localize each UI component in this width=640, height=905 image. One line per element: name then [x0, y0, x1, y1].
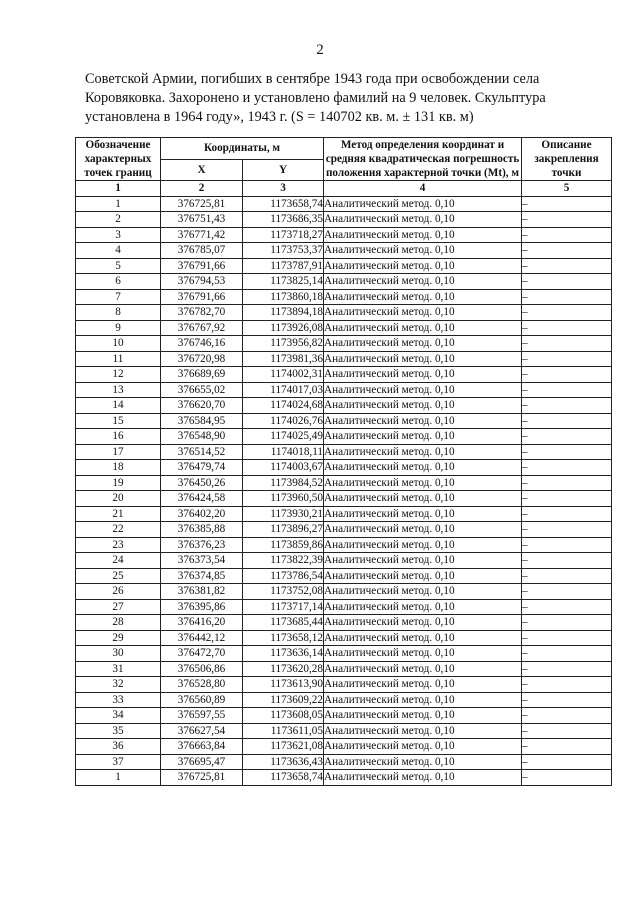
method-cell: Аналитический метод. 0,10 — [324, 491, 522, 507]
x-cell: 376771,42 — [161, 227, 243, 243]
description-cell: – — [522, 351, 612, 367]
point-cell: 6 — [76, 274, 161, 290]
y-cell: 1173717,14 — [243, 599, 324, 615]
table-row — [76, 305, 612, 321]
y-cell: 1173658,74 — [243, 196, 324, 212]
point-cell: 32 — [76, 677, 161, 693]
description-cell: – — [522, 615, 612, 631]
x-cell: 376725,81 — [161, 196, 243, 212]
description-cell: – — [522, 506, 612, 522]
description-cell: – — [522, 227, 612, 243]
point-cell: 14 — [76, 398, 161, 414]
x-cell: 376528,80 — [161, 677, 243, 693]
description-cell: – — [522, 382, 612, 398]
table-row — [76, 196, 612, 212]
description-cell: – — [522, 398, 612, 414]
table-row — [76, 444, 612, 460]
description-cell: – — [522, 537, 612, 553]
table-row — [76, 646, 612, 662]
y-cell: 1173960,50 — [243, 491, 324, 507]
method-cell: Аналитический метод. 0,10 — [324, 196, 522, 212]
x-cell: 376620,70 — [161, 398, 243, 414]
column-number: 2 — [161, 181, 243, 197]
method-cell: Аналитический метод. 0,10 — [324, 382, 522, 398]
method-cell: Аналитический метод. 0,10 — [324, 258, 522, 274]
description-cell: – — [522, 475, 612, 491]
table-row — [76, 630, 612, 646]
x-cell: 376472,70 — [161, 646, 243, 662]
table-row — [76, 553, 612, 569]
point-cell: 22 — [76, 522, 161, 538]
point-cell: 19 — [76, 475, 161, 491]
description-cell: – — [522, 677, 612, 693]
point-cell: 35 — [76, 723, 161, 739]
x-cell: 376479,74 — [161, 460, 243, 476]
point-cell: 26 — [76, 584, 161, 600]
description-cell: – — [522, 274, 612, 290]
table-row — [76, 429, 612, 445]
description-cell: – — [522, 413, 612, 429]
method-cell: Аналитический метод. 0,10 — [324, 336, 522, 352]
table-body — [76, 196, 612, 785]
x-cell: 376450,26 — [161, 475, 243, 491]
method-cell: Аналитический метод. 0,10 — [324, 692, 522, 708]
y-cell: 1173613,90 — [243, 677, 324, 693]
x-cell: 376374,85 — [161, 568, 243, 584]
x-cell: 376720,98 — [161, 351, 243, 367]
point-cell: 34 — [76, 708, 161, 724]
point-cell: 25 — [76, 568, 161, 584]
point-cell: 1 — [76, 770, 161, 786]
table-row — [76, 584, 612, 600]
y-cell: 1173860,18 — [243, 289, 324, 305]
point-cell: 2 — [76, 212, 161, 228]
y-cell: 1173981,36 — [243, 351, 324, 367]
x-cell: 376782,70 — [161, 305, 243, 321]
method-cell: Аналитический метод. 0,10 — [324, 646, 522, 662]
y-cell: 1173636,43 — [243, 754, 324, 770]
point-cell: 12 — [76, 367, 161, 383]
point-cell: 1 — [76, 196, 161, 212]
y-cell: 1173822,39 — [243, 553, 324, 569]
table-row — [76, 615, 612, 631]
intro-line: Советской Армии, погибших в сентябре 1943 года при освобождении села — [85, 71, 540, 87]
point-cell: 5 — [76, 258, 161, 274]
y-cell: 1173859,86 — [243, 537, 324, 553]
intro-paragraph — [85, 70, 555, 127]
description-cell: – — [522, 460, 612, 476]
description-cell: – — [522, 770, 612, 786]
table-row — [76, 243, 612, 259]
point-cell: 17 — [76, 444, 161, 460]
method-cell: Аналитический метод. 0,10 — [324, 522, 522, 538]
table-row — [76, 723, 612, 739]
y-cell: 1173658,74 — [243, 770, 324, 786]
y-cell: 1174003,67 — [243, 460, 324, 476]
x-cell: 376514,52 — [161, 444, 243, 460]
y-cell: 1173658,12 — [243, 630, 324, 646]
table-row — [76, 522, 612, 538]
y-cell: 1173620,28 — [243, 661, 324, 677]
coordinates-table — [75, 137, 612, 786]
description-cell: – — [522, 599, 612, 615]
table-row — [76, 336, 612, 352]
description-cell: – — [522, 305, 612, 321]
x-cell: 376373,54 — [161, 553, 243, 569]
point-cell: 30 — [76, 646, 161, 662]
y-cell: 1173621,08 — [243, 739, 324, 755]
table-row — [76, 367, 612, 383]
table-row — [76, 599, 612, 615]
point-cell: 20 — [76, 491, 161, 507]
description-cell: – — [522, 692, 612, 708]
description-cell: – — [522, 630, 612, 646]
x-cell: 376381,82 — [161, 584, 243, 600]
description-cell: – — [522, 258, 612, 274]
table-row — [76, 568, 612, 584]
y-cell: 1173930,21 — [243, 506, 324, 522]
method-cell: Аналитический метод. 0,10 — [324, 274, 522, 290]
table-row — [76, 770, 612, 786]
method-cell: Аналитический метод. 0,10 — [324, 413, 522, 429]
point-cell: 33 — [76, 692, 161, 708]
table-row — [76, 398, 612, 414]
description-cell: – — [522, 553, 612, 569]
point-cell: 27 — [76, 599, 161, 615]
x-cell: 376506,86 — [161, 661, 243, 677]
x-cell: 376785,07 — [161, 243, 243, 259]
method-cell: Аналитический метод. 0,10 — [324, 599, 522, 615]
page-number: 2 — [316, 42, 324, 58]
y-cell: 1173686,35 — [243, 212, 324, 228]
x-cell: 376395,86 — [161, 599, 243, 615]
x-cell: 376663,84 — [161, 739, 243, 755]
y-cell: 1173896,27 — [243, 522, 324, 538]
intro-line: установлена в 1964 году», 1943 г. (S = 140702 кв. м. ± 131 кв. м) — [85, 109, 474, 125]
description-cell: – — [522, 320, 612, 336]
table-row — [76, 382, 612, 398]
method-cell: Аналитический метод. 0,10 — [324, 351, 522, 367]
method-cell: Аналитический метод. 0,10 — [324, 537, 522, 553]
table-row — [76, 537, 612, 553]
point-cell: 36 — [76, 739, 161, 755]
x-cell: 376402,20 — [161, 506, 243, 522]
method-cell: Аналитический метод. 0,10 — [324, 506, 522, 522]
y-cell: 1174024,68 — [243, 398, 324, 414]
y-cell: 1174017,03 — [243, 382, 324, 398]
method-cell: Аналитический метод. 0,10 — [324, 677, 522, 693]
method-cell: Аналитический метод. 0,10 — [324, 429, 522, 445]
x-cell: 376725,81 — [161, 770, 243, 786]
x-cell: 376655,02 — [161, 382, 243, 398]
table-row — [76, 227, 612, 243]
x-cell: 376424,58 — [161, 491, 243, 507]
table-row — [76, 739, 612, 755]
method-cell: Аналитический метод. 0,10 — [324, 398, 522, 414]
x-cell: 376695,47 — [161, 754, 243, 770]
point-cell: 9 — [76, 320, 161, 336]
description-cell: – — [522, 491, 612, 507]
x-cell: 376689,69 — [161, 367, 243, 383]
x-cell: 376416,20 — [161, 615, 243, 631]
y-cell: 1174018,11 — [243, 444, 324, 460]
x-cell: 376376,23 — [161, 537, 243, 553]
y-cell: 1173825,14 — [243, 274, 324, 290]
point-cell: 10 — [76, 336, 161, 352]
method-cell: Аналитический метод. 0,10 — [324, 584, 522, 600]
table-row — [76, 289, 612, 305]
description-cell: – — [522, 708, 612, 724]
y-cell: 1173608,05 — [243, 708, 324, 724]
table-row — [76, 692, 612, 708]
description-cell: – — [522, 661, 612, 677]
column-number: 3 — [243, 181, 324, 197]
x-cell: 376794,53 — [161, 274, 243, 290]
y-cell: 1173956,82 — [243, 336, 324, 352]
x-cell: 376560,89 — [161, 692, 243, 708]
header-method: Метод определения координат и средняя квадратическая погрешность положения характерной точки (Mt), м — [324, 138, 522, 181]
table-row — [76, 708, 612, 724]
table-row — [76, 258, 612, 274]
point-cell: 21 — [76, 506, 161, 522]
method-cell: Аналитический метод. 0,10 — [324, 289, 522, 305]
description-cell: – — [522, 739, 612, 755]
header-y: Y — [243, 159, 324, 181]
method-cell: Аналитический метод. 0,10 — [324, 212, 522, 228]
table-row — [76, 475, 612, 491]
table-row — [76, 491, 612, 507]
x-cell: 376548,90 — [161, 429, 243, 445]
y-cell: 1174026,76 — [243, 413, 324, 429]
point-cell: 29 — [76, 630, 161, 646]
point-cell: 8 — [76, 305, 161, 321]
method-cell: Аналитический метод. 0,10 — [324, 305, 522, 321]
method-cell: Аналитический метод. 0,10 — [324, 661, 522, 677]
y-cell: 1173894,18 — [243, 305, 324, 321]
method-cell: Аналитический метод. 0,10 — [324, 460, 522, 476]
table-row — [76, 351, 612, 367]
point-cell: 37 — [76, 754, 161, 770]
point-cell: 23 — [76, 537, 161, 553]
description-cell: – — [522, 336, 612, 352]
column-number: 4 — [324, 181, 522, 197]
description-cell: – — [522, 367, 612, 383]
point-cell: 13 — [76, 382, 161, 398]
point-cell: 15 — [76, 413, 161, 429]
x-cell: 376746,16 — [161, 336, 243, 352]
method-cell: Аналитический метод. 0,10 — [324, 367, 522, 383]
x-cell: 376442,12 — [161, 630, 243, 646]
x-cell: 376791,66 — [161, 289, 243, 305]
point-cell: 24 — [76, 553, 161, 569]
point-cell: 28 — [76, 615, 161, 631]
method-cell: Аналитический метод. 0,10 — [324, 227, 522, 243]
method-cell: Аналитический метод. 0,10 — [324, 723, 522, 739]
description-cell: – — [522, 212, 612, 228]
y-cell: 1174002,31 — [243, 367, 324, 383]
table-row — [76, 661, 612, 677]
description-cell: – — [522, 243, 612, 259]
y-cell: 1173984,52 — [243, 475, 324, 491]
y-cell: 1173685,44 — [243, 615, 324, 631]
method-cell: Аналитический метод. 0,10 — [324, 568, 522, 584]
table-row — [76, 212, 612, 228]
x-cell: 376597,55 — [161, 708, 243, 724]
column-number: 5 — [522, 181, 612, 197]
header-x: X — [161, 159, 243, 181]
x-cell: 376385,88 — [161, 522, 243, 538]
table-row — [76, 677, 612, 693]
y-cell: 1173752,08 — [243, 584, 324, 600]
y-cell: 1173609,22 — [243, 692, 324, 708]
description-cell: – — [522, 584, 612, 600]
description-cell: – — [522, 754, 612, 770]
method-cell: Аналитический метод. 0,10 — [324, 739, 522, 755]
point-cell: 16 — [76, 429, 161, 445]
table-row — [76, 460, 612, 476]
description-cell: – — [522, 444, 612, 460]
method-cell: Аналитический метод. 0,10 — [324, 708, 522, 724]
x-cell: 376767,92 — [161, 320, 243, 336]
y-cell: 1173926,08 — [243, 320, 324, 336]
header-coordinates: Координаты, м — [161, 138, 324, 160]
table-row — [76, 320, 612, 336]
point-cell: 18 — [76, 460, 161, 476]
method-cell: Аналитический метод. 0,10 — [324, 475, 522, 491]
point-cell: 3 — [76, 227, 161, 243]
y-cell: 1173636,14 — [243, 646, 324, 662]
description-cell: – — [522, 429, 612, 445]
header-point: Обозначение характерных точек границ — [76, 138, 161, 181]
y-cell: 1174025,49 — [243, 429, 324, 445]
column-number: 1 — [76, 181, 161, 197]
method-cell: Аналитический метод. 0,10 — [324, 770, 522, 786]
x-cell: 376627,54 — [161, 723, 243, 739]
y-cell: 1173718,27 — [243, 227, 324, 243]
description-cell: – — [522, 522, 612, 538]
method-cell: Аналитический метод. 0,10 — [324, 320, 522, 336]
table-row — [76, 274, 612, 290]
x-cell: 376584,95 — [161, 413, 243, 429]
y-cell: 1173787,91 — [243, 258, 324, 274]
point-cell: 7 — [76, 289, 161, 305]
method-cell: Аналитический метод. 0,10 — [324, 754, 522, 770]
table-row — [76, 754, 612, 770]
description-cell: – — [522, 723, 612, 739]
y-cell: 1173753,37 — [243, 243, 324, 259]
table-row — [76, 506, 612, 522]
y-cell: 1173611,05 — [243, 723, 324, 739]
method-cell: Аналитический метод. 0,10 — [324, 553, 522, 569]
description-cell: – — [522, 568, 612, 584]
description-cell: – — [522, 646, 612, 662]
header-description: Описание закрепления точки — [522, 138, 612, 181]
intro-line: Коровяковка. Захоронено и установлено фамилий на 9 человек. Скульптура — [85, 90, 546, 106]
point-cell: 4 — [76, 243, 161, 259]
y-cell: 1173786,54 — [243, 568, 324, 584]
x-cell: 376791,66 — [161, 258, 243, 274]
point-cell: 11 — [76, 351, 161, 367]
point-cell: 31 — [76, 661, 161, 677]
method-cell: Аналитический метод. 0,10 — [324, 630, 522, 646]
table-row — [76, 413, 612, 429]
x-cell: 376751,43 — [161, 212, 243, 228]
method-cell: Аналитический метод. 0,10 — [324, 243, 522, 259]
method-cell: Аналитический метод. 0,10 — [324, 444, 522, 460]
description-cell: – — [522, 289, 612, 305]
description-cell: – — [522, 196, 612, 212]
method-cell: Аналитический метод. 0,10 — [324, 615, 522, 631]
